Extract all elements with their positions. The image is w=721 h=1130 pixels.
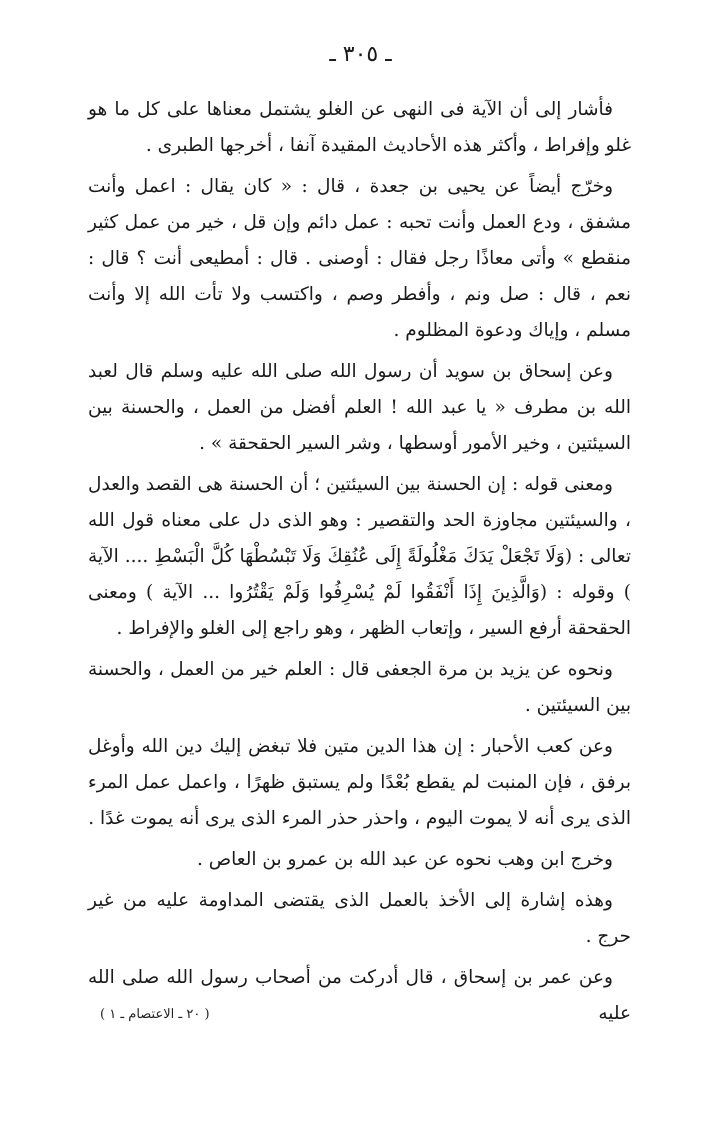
paragraph: وعن عمر بن إسحاق ، قال أدركت من أصحاب رسول الله صلى الله عليه (88, 967, 631, 1024)
page-number: ـ ٣٠٥ ـ (329, 42, 392, 67)
paragraph: فأشار إلى أن الآية فى النهى عن الغلو يشتمل معناها على كل ما هو غلو وإفراط ، وأكثر هذه الأحاديث المقيدة آنفا ، أخرجها الطبرى . (88, 99, 631, 156)
paragraph: ومعنى قوله : إن الحسنة بين السيئتين ؛ أن الحسنة هى القصد والعدل ، والسيئتين مجاوزة الحد والتقصير : وهو الذى دل على معناه قول الله تعالى : (وَلَا تَجْعَلْ يَدَكَ مَغْلُولَةً إِلَى عُنُقِكَ وَلَا تَبْسُطْهَا كُلَّ الْبَسْطِ .... الآية ) وقوله : (وَالَّذِينَ إِذَا أَنْفَقُوا لَمْ يُسْرِفُوا وَلَمْ يَقْتُرُوا ... الآية ) ومعنى الحقحقة أرفع السير ، وإتعاب الظهر ، وهو راجع إلى الغلو والإفراط . (88, 474, 631, 639)
paragraph: ونحوه عن يزيد بن مرة الجعفى قال : العلم خير من العمل ، والحسنة بين السيئتين . (88, 659, 631, 716)
paragraph: وعن إسحاق بن سويد أن رسول الله صلى الله عليه وسلم قال لعبد الله بن مطرف « يا عبد الله ! العلم أفضل من العمل ، والحسنة بين السيئتين ، وخير الأمور أوسطها ، وشر السير الحقحقة » . (88, 361, 631, 454)
paragraph: وخرج ابن وهب نحوه عن عبد الله بن عمرو بن العاص . (197, 849, 613, 870)
footer-signature: ( ٢٠ ـ الاعتصام ـ ١ ) (100, 1007, 210, 1022)
body-text (88, 92, 631, 1037)
paragraph: وخرّج أيضاً عن يحيى بن جعدة ، قال : « كان يقال : اعمل وأنت مشفق ، ودع العمل وأنت تحبه : عمل دائم وإن قل ، خير من عمل كثير منقطع » وأتى معاذًا رجل فقال : أوصنى . قال : أمطيعى أنت ؟ قال : نعم ، قال : صل ونم ، وأفطر وصم ، واكتسب ولا تأت الله إلا وأنت مسلم ، وإياك ودعوة المظلوم . (88, 176, 631, 341)
paragraph: وعن كعب الأحبار : إن هذا الدين متين فلا تبغض إليك دين الله وأوغل برفق ، فإن المنبت لم يقطع بُعْدًا ولم يستبق ظهرًا ، واعمل عمل المرء الذى يرى أنه لا يموت اليوم ، واحذر حذر المرء الذى يرى أنه يموت غدًا . (88, 736, 631, 829)
paragraph: وهذه إشارة إلى الأخذ بالعمل الذى يقتضى المداومة عليه من غير حرج . (88, 890, 631, 947)
